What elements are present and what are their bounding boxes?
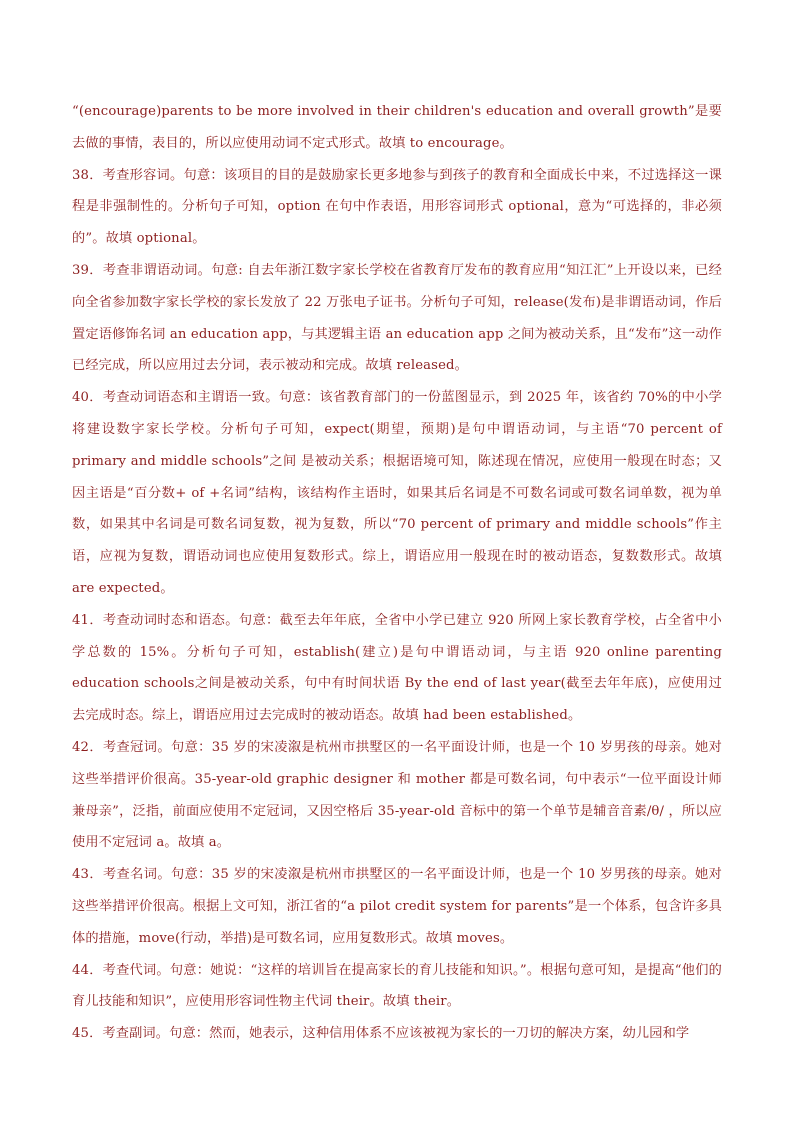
paragraph-39: 39．考查非谓语动词。句意: 自去年浙江数字家长学校在省教育厅发布的教育应用“知江汇”上开设以来，已经向全省参加数字家长学校的家长发放了 22 万张电子证书。分析句子可知，release(发布)是非谓语动词，作后置定语修饰名词 an education app，与其逻辑主语 an education app 之间为被动关系，且“发布”这一动作已经完成，所以应用过去分词，表示被动和完成。故填 released。 — [72, 262, 722, 374]
paragraph-43: 43．考查名词。句意：35 岁的宋凌溆是杭州市拱墅区的一名平面设计师，也是一个 10 岁男孩的母亲。她对这些举措评价很高。根据上文可知，浙江省的“a pilot credit system for parents”是一个体系，包含许多具体的措施，move(行动，举措)是可数名词，应用复数形式。故填 moves。 — [72, 867, 722, 946]
paragraph-38: 38．考查形容词。句意：该项目的目的是鼓励家长更多地参与到孩子的教育和全面成长中来，不过选择这一课程是非强制性的。分析句子可知，option 在句中作表语，用形容词形式 optional，意为“可选择的，非必须的”。故填 optional。 — [72, 167, 722, 247]
paragraph-44: 44．考查代词。句意：她说：“这样的培训旨在提高家长的育儿技能和知识。”。根据句意可知，是提高“他们的育儿技能和知识”，应使用形容词性物主代词 their。故填 their。 — [72, 962, 722, 1010]
answer-explanations — [72, 96, 722, 1050]
paragraph-41: 41．考查动词时态和语态。句意：截至去年年底，全省中小学已建立 920 所网上家长教育学校，占全省中小学总数的 15%。分析句子可知，establish(建立)是句中谓语动词，与主语 920 online parenting education schools之间是被动关系，句中有时间状语 By the end of last year(截至去年年底)，应使用过去完成时态。综上，谓语应用过去完成时的被动语态。故填 had been established。 — [72, 612, 722, 724]
paragraph-40: 40．考查动词语态和主谓语一致。句意：该省教育部门的一份蓝图显示，到 2025 年，该省约 70%的中小学将建设数字家长学校。分析句子可知，expect(期望，预期)是句中谓语动词，与主语“70 percent of primary and middle schools”之间 是被动关系；根据语境可知，陈述现在情况，应使用一般现在时态；又因主语是“百分数+ of +名词”结构，该结构作主语时，如果其后名词是不可数名词或可数名词单数，视为单数，如果其中名词是可数名词复数，视为复数，所以“70 percent of primary and middle schools”作主语，应视为复数，谓语动词也应使用复数形式。综上，谓语应用一般现在时的被动语态，复数数形式。故填 are expected。 — [72, 390, 722, 596]
paragraph-45: 45．考查副词。句意：然而，她表示，这种信用体系不应该被视为家长的一刀切的解决方案，幼儿园和学 — [72, 1026, 690, 1042]
paragraph-37-continuation: “(encourage)parents to be more involved in their children's education and overall growth”是要去做的事情，表目的，所以应使用动词不定式形式。故填 to encourage。 — [72, 104, 722, 151]
paragraph-42: 42．考查冠词。句意：35 岁的宋凌溆是杭州市拱墅区的一名平面设计师，也是一个 10 岁男孩的母亲。她对这些举措评价很高。35-year-old graphic designer 和 mother 都是可数名词，句中表示“一位平面设计师兼母亲”，泛指，前面应使用不定冠词，又因空格后 35-year-old 音标中的第一个单节是辅音音素/θ/ ，所以应使用不定冠词 a。故填 a。 — [72, 739, 722, 851]
